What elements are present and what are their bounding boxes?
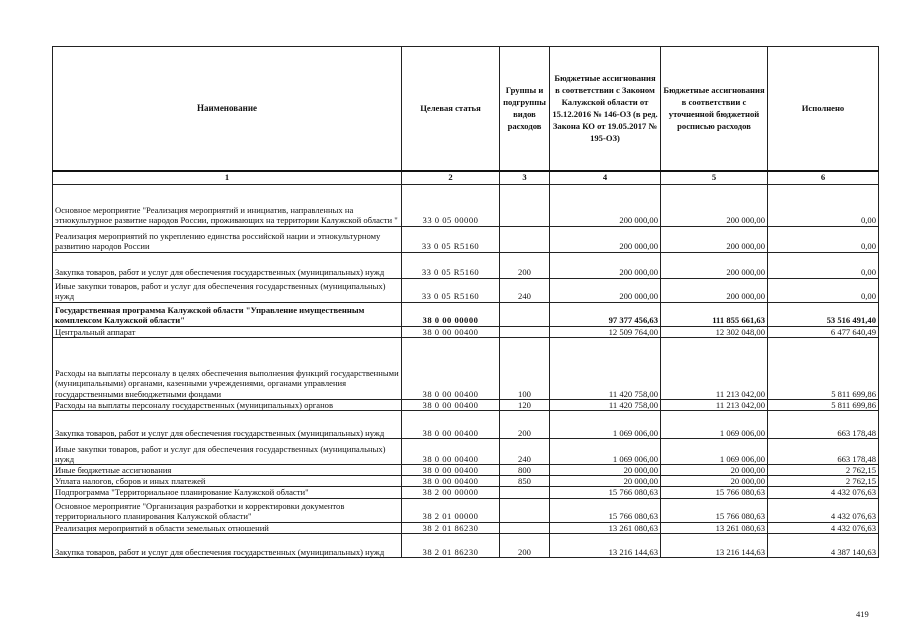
column-number-row [53, 171, 879, 185]
row-executed-cell: 6 477 640,49 [768, 326, 879, 337]
row-name-cell: Основное мероприятие "Организация разработки и корректировки документов территориального планирования Калужской области" [53, 498, 402, 522]
row-expense-group-cell: 800 [500, 464, 550, 475]
row-refined-allocation-cell: 15 766 080,63 [661, 487, 768, 498]
row-target-article-cell: 38 0 00 00400 [402, 438, 500, 464]
table-row [53, 337, 879, 399]
row-target-article-cell: 38 0 00 00400 [402, 410, 500, 438]
row-target-article-cell: 33 0 05 00000 [402, 184, 500, 226]
row-refined-allocation-cell: 200 000,00 [661, 226, 768, 252]
row-law-allocation-cell: 200 000,00 [550, 252, 661, 278]
row-law-allocation-cell: 15 766 080,63 [550, 498, 661, 522]
table-body [53, 171, 879, 558]
row-target-article-cell: 38 0 00 00400 [402, 337, 500, 399]
row-name-cell: Реализация мероприятий в области земельных отношений [53, 522, 402, 533]
table-row [53, 399, 879, 410]
row-target-article-cell: 38 0 00 00400 [402, 464, 500, 475]
row-refined-allocation-cell: 13 261 080,63 [661, 522, 768, 533]
row-expense-group-cell: 100 [500, 337, 550, 399]
column-number: 3 [500, 171, 550, 185]
table-row [53, 498, 879, 522]
table-row [53, 278, 879, 302]
row-executed-cell: 2 762,15 [768, 464, 879, 475]
header-target-article: Целевая статья [402, 47, 500, 171]
row-law-allocation-cell: 20 000,00 [550, 464, 661, 475]
row-law-allocation-cell: 1 069 006,00 [550, 410, 661, 438]
row-target-article-cell: 38 0 00 00000 [402, 302, 500, 326]
row-target-article-cell: 38 2 01 00000 [402, 498, 500, 522]
row-refined-allocation-cell: 13 216 144,63 [661, 533, 768, 557]
row-executed-cell: 663 178,48 [768, 410, 879, 438]
row-expense-group-cell: 200 [500, 533, 550, 557]
row-law-allocation-cell: 13 261 080,63 [550, 522, 661, 533]
row-name-cell: Закупка товаров, работ и услуг для обеспечения государственных (муниципальных) нужд [53, 533, 402, 557]
row-law-allocation-cell: 97 377 456,63 [550, 302, 661, 326]
row-law-allocation-cell: 11 420 758,00 [550, 337, 661, 399]
row-expense-group-cell [500, 487, 550, 498]
row-name-cell: Подпрограмма "Территориальное планирование Калужской области" [53, 487, 402, 498]
row-refined-allocation-cell: 1 069 006,00 [661, 410, 768, 438]
header-refined-allocations: Бюджетные ассигнования в соответствии с уточненной бюджетной росписью расходов [661, 47, 768, 171]
row-law-allocation-cell: 200 000,00 [550, 226, 661, 252]
row-expense-group-cell: 200 [500, 252, 550, 278]
table-row [53, 226, 879, 252]
row-expense-group-cell: 240 [500, 278, 550, 302]
row-law-allocation-cell: 200 000,00 [550, 184, 661, 226]
row-name-cell: Расходы на выплаты персоналу государственных (муниципальных) органов [53, 399, 402, 410]
column-number: 2 [402, 171, 500, 185]
row-expense-group-cell [500, 498, 550, 522]
row-name-cell: Уплата налогов, сборов и иных платежей [53, 476, 402, 487]
row-expense-group-cell [500, 184, 550, 226]
row-refined-allocation-cell: 1 069 006,00 [661, 438, 768, 464]
row-name-cell: Иные закупки товаров, работ и услуг для обеспечения государственных (муниципальных) нужд [53, 438, 402, 464]
header-law-allocations: Бюджетные ассигнования в соответствии с Законом Калужской области от 15.12.2016 № 146-ОЗ (в ред. Закона КО от 19.05.2017 № 195-ОЗ) [550, 47, 661, 171]
row-target-article-cell: 33 0 05 R5160 [402, 252, 500, 278]
table-row [53, 487, 879, 498]
row-refined-allocation-cell: 20 000,00 [661, 476, 768, 487]
row-executed-cell: 0,00 [768, 184, 879, 226]
row-name-cell: Закупка товаров, работ и услуг для обеспечения государственных (муниципальных) нужд [53, 410, 402, 438]
table-row [53, 252, 879, 278]
row-law-allocation-cell: 1 069 006,00 [550, 438, 661, 464]
table-row [53, 326, 879, 337]
column-number: 6 [768, 171, 879, 185]
table-row [53, 533, 879, 557]
row-executed-cell: 2 762,15 [768, 476, 879, 487]
row-law-allocation-cell: 20 000,00 [550, 476, 661, 487]
table-row [53, 302, 879, 326]
row-expense-group-cell: 120 [500, 399, 550, 410]
table-row [53, 438, 879, 464]
row-refined-allocation-cell: 20 000,00 [661, 464, 768, 475]
table-row [53, 476, 879, 487]
row-expense-group-cell: 240 [500, 438, 550, 464]
budget-table-sheet [52, 46, 878, 558]
row-name-cell: Иные закупки товаров, работ и услуг для обеспечения государственных (муниципальных) нужд [53, 278, 402, 302]
row-executed-cell: 4 387 140,63 [768, 533, 879, 557]
row-target-article-cell: 38 2 00 00000 [402, 487, 500, 498]
row-target-article-cell: 33 0 05 R5160 [402, 278, 500, 302]
row-expense-group-cell [500, 522, 550, 533]
table-row [53, 184, 879, 226]
page-number: 419 [856, 609, 869, 619]
row-law-allocation-cell: 200 000,00 [550, 278, 661, 302]
row-executed-cell: 4 432 076,63 [768, 498, 879, 522]
row-target-article-cell: 38 2 01 86230 [402, 533, 500, 557]
row-refined-allocation-cell: 12 302 048,00 [661, 326, 768, 337]
row-law-allocation-cell: 11 420 758,00 [550, 399, 661, 410]
table-row [53, 522, 879, 533]
row-executed-cell: 5 811 699,86 [768, 399, 879, 410]
row-name-cell: Государственная программа Калужской области "Управление имущественным комплексом Калужской области" [53, 302, 402, 326]
table-row [53, 464, 879, 475]
row-target-article-cell: 38 0 00 00400 [402, 476, 500, 487]
table-row [53, 410, 879, 438]
row-executed-cell: 663 178,48 [768, 438, 879, 464]
row-target-article-cell: 38 0 00 00400 [402, 326, 500, 337]
header-name: Наименование [53, 47, 402, 171]
column-number: 4 [550, 171, 661, 185]
row-refined-allocation-cell: 11 213 042,00 [661, 399, 768, 410]
header-expense-groups: Группы и подгруппы видов расходов [500, 47, 550, 171]
row-target-article-cell: 33 0 05 R5160 [402, 226, 500, 252]
row-executed-cell: 4 432 076,63 [768, 522, 879, 533]
row-executed-cell: 53 516 491,40 [768, 302, 879, 326]
row-name-cell: Центральный аппарат [53, 326, 402, 337]
row-executed-cell: 0,00 [768, 278, 879, 302]
row-name-cell: Иные бюджетные ассигнования [53, 464, 402, 475]
row-expense-group-cell [500, 326, 550, 337]
row-executed-cell: 0,00 [768, 226, 879, 252]
row-name-cell: Закупка товаров, работ и услуг для обеспечения государственных (муниципальных) нужд [53, 252, 402, 278]
row-law-allocation-cell: 13 216 144,63 [550, 533, 661, 557]
row-target-article-cell: 38 0 00 00400 [402, 399, 500, 410]
column-number: 5 [661, 171, 768, 185]
row-law-allocation-cell: 15 766 080,63 [550, 487, 661, 498]
column-number: 1 [53, 171, 402, 185]
header-executed: Исполнено [768, 47, 879, 171]
row-refined-allocation-cell: 200 000,00 [661, 184, 768, 226]
row-name-cell: Расходы на выплаты персоналу в целях обеспечения выполнения функций государственными (муниципальными) органами, казенными учреждениями, органами управления государственными внебюджетными фондами [53, 337, 402, 399]
row-name-cell: Реализация мероприятий по укреплению единства российской нации и этнокультурному развитию народов России [53, 226, 402, 252]
budget-table [52, 46, 879, 558]
row-refined-allocation-cell: 200 000,00 [661, 252, 768, 278]
row-law-allocation-cell: 12 509 764,00 [550, 326, 661, 337]
row-refined-allocation-cell: 200 000,00 [661, 278, 768, 302]
row-expense-group-cell [500, 226, 550, 252]
row-executed-cell: 0,00 [768, 252, 879, 278]
row-executed-cell: 5 811 699,86 [768, 337, 879, 399]
row-expense-group-cell [500, 302, 550, 326]
row-target-article-cell: 38 2 01 86230 [402, 522, 500, 533]
row-expense-group-cell: 850 [500, 476, 550, 487]
row-expense-group-cell: 200 [500, 410, 550, 438]
row-executed-cell: 4 432 076,63 [768, 487, 879, 498]
row-refined-allocation-cell: 111 855 661,63 [661, 302, 768, 326]
row-name-cell: Основное мероприятие "Реализация мероприятий и инициатив, направленных на этнокультурное развитие народов России, проживающих на территории Калужской области " [53, 184, 402, 226]
row-refined-allocation-cell: 11 213 042,00 [661, 337, 768, 399]
row-refined-allocation-cell: 15 766 080,63 [661, 498, 768, 522]
